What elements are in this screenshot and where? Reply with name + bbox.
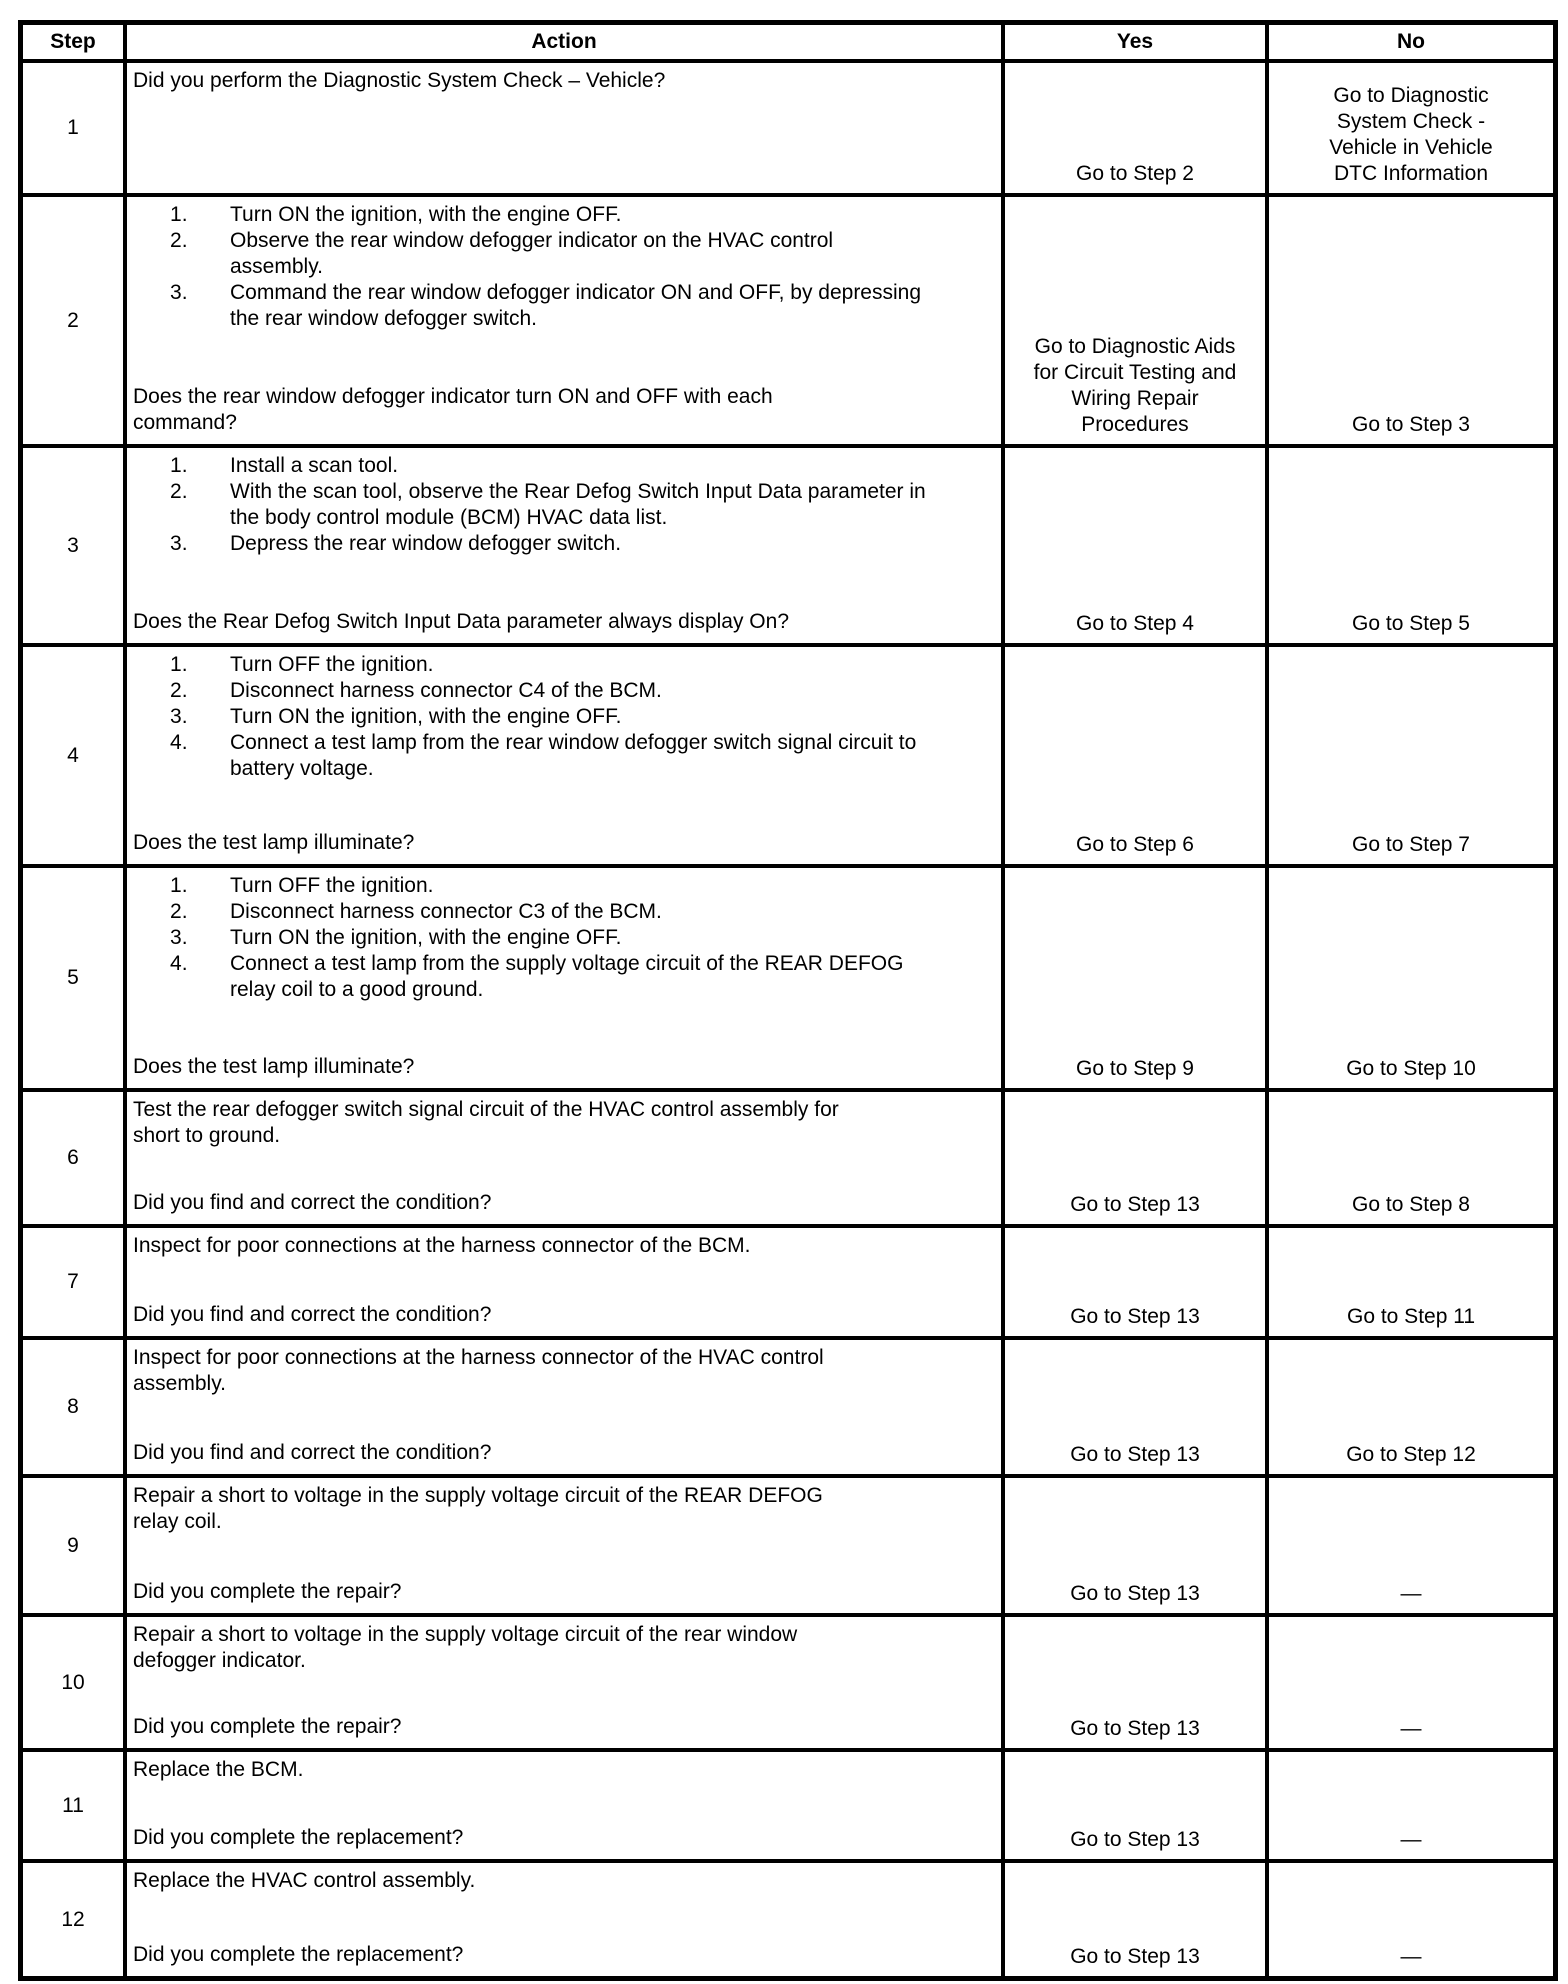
action-cell: [123, 1752, 1001, 1859]
action-content: [133, 68, 993, 94]
action-text: Test the rear defogger switch signal circuit of the HVAC control assembly for short to ground.: [133, 1098, 839, 1147]
action-cell: [123, 1863, 1001, 1976]
step-number: 10: [61, 1670, 85, 1694]
table-row: [23, 1613, 1553, 1748]
action-cell: [123, 868, 1001, 1088]
action-step-item: Depress the rear window defogger switch.: [230, 532, 622, 555]
no-cell: [1265, 1228, 1553, 1336]
action-content: [133, 652, 993, 782]
step-number: 7: [67, 1270, 79, 1293]
yes-result: Go to Diagnostic Aids for Circuit Testing and Wiring Repair Procedures: [1033, 335, 1237, 436]
yes-result: Go to Step 13: [1070, 1582, 1200, 1605]
action-content: [133, 1868, 993, 1894]
action-cell: [123, 63, 1001, 193]
table-row: [23, 864, 1553, 1088]
action-step-item: Turn ON the ignition, with the engine OFF.: [230, 926, 622, 949]
table-row: [23, 1748, 1553, 1859]
yes-result: Go to Step 2: [1076, 162, 1194, 185]
no-result: Go to Step 10: [1346, 1057, 1476, 1080]
action-cell: [123, 197, 1001, 444]
column-header-action: Action: [123, 25, 1001, 59]
no-result: Go to Step 8: [1352, 1193, 1470, 1216]
column-header-no: No: [1265, 25, 1553, 59]
no-result: Go to Step 5: [1352, 612, 1470, 635]
table-row: [23, 1474, 1553, 1613]
no-cell: [1265, 1092, 1553, 1224]
column-header-step: Step: [50, 30, 96, 53]
no-result: —: [1400, 1582, 1422, 1605]
action-content: [133, 1757, 993, 1783]
no-cell: [1265, 1863, 1553, 1976]
action-step-item: Observe the rear window defogger indicator on the HVAC control assembly.: [230, 229, 834, 278]
step-number: 12: [61, 1907, 85, 1931]
yes-cell: [1001, 647, 1265, 864]
action-step-item: Turn OFF the ignition.: [230, 653, 434, 676]
action-content: [133, 453, 993, 557]
action-step-item: Disconnect harness connector C3 of the BCM.: [230, 900, 662, 923]
action-steps-list: [133, 873, 993, 1003]
table-body: [23, 59, 1553, 1976]
step-number: 9: [67, 1533, 79, 1557]
action-step-item: Turn ON the ignition, with the engine OFF.: [230, 203, 622, 226]
no-cell: [1265, 197, 1553, 444]
no-cell: [1265, 1478, 1553, 1613]
table-row: [23, 193, 1553, 444]
no-cell: [1265, 1752, 1553, 1859]
no-cell: [1265, 868, 1553, 1088]
no-result: Go to Step 11: [1346, 1305, 1476, 1328]
no-result: Go to Diagnostic System Check - Vehicle in Vehicle DTC Information: [1329, 84, 1493, 185]
step-number: 6: [67, 1146, 79, 1169]
action-steps-list: [133, 652, 993, 782]
table-row: [23, 1336, 1553, 1474]
action-step-item: With the scan tool, observe the Rear Defog Switch Input Data parameter in the body control module (BCM) HVAC data list.: [230, 480, 926, 529]
no-result: —: [1400, 1945, 1422, 1968]
action-text: Replace the HVAC control assembly.: [133, 1869, 476, 1892]
yes-result: Go to Step 13: [1070, 1828, 1200, 1851]
yes-result: Go to Step 9: [1076, 1057, 1194, 1080]
table-row: [23, 59, 1553, 193]
action-content: [133, 1345, 993, 1397]
yes-cell: [1001, 1228, 1265, 1336]
yes-result: Go to Step 13: [1070, 1193, 1200, 1216]
no-cell: [1265, 63, 1553, 193]
yes-result: Go to Step 6: [1076, 833, 1194, 856]
step-number: 2: [67, 308, 79, 332]
no-result: Go to Step 3: [1352, 413, 1470, 436]
action-content: [133, 1622, 993, 1674]
no-result: —: [1400, 1717, 1422, 1740]
no-cell: [1265, 448, 1553, 643]
yes-cell: [1001, 1340, 1265, 1474]
yes-cell: [1001, 197, 1265, 444]
action-step-item: Connect a test lamp from the supply voltage circuit of the REAR DEFOG relay coil to a good ground.: [230, 952, 904, 1001]
action-content: [133, 1233, 993, 1259]
action-steps-list: [133, 453, 993, 557]
step-number: 11: [62, 1793, 84, 1817]
action-question: Did you find and correct the condition?: [133, 1303, 492, 1326]
yes-cell: [1001, 448, 1265, 643]
yes-result: Go to Step 13: [1070, 1717, 1200, 1740]
action-cell: [123, 448, 1001, 643]
no-result: Go to Step 12: [1346, 1443, 1476, 1466]
action-question: Does the test lamp illuminate?: [133, 831, 415, 854]
yes-cell: [1001, 1863, 1265, 1976]
yes-result: Go to Step 13: [1070, 1945, 1200, 1968]
action-content: [133, 1097, 993, 1149]
table-row: [23, 444, 1553, 643]
action-question: Did you complete the repair?: [133, 1715, 402, 1738]
action-content: [133, 873, 993, 1003]
action-question: Does the test lamp illuminate?: [133, 1055, 415, 1078]
action-step-item: Disconnect harness connector C4 of the BCM.: [230, 679, 662, 702]
action-question: Did you find and correct the condition?: [133, 1441, 492, 1464]
action-question: Did you find and correct the condition?: [133, 1191, 492, 1214]
action-step-item: Connect a test lamp from the rear window defogger switch signal circuit to battery voltage.: [230, 731, 917, 780]
yes-cell: [1001, 1478, 1265, 1613]
step-number: 8: [67, 1395, 79, 1418]
action-content: [133, 202, 993, 332]
action-cell: [123, 1228, 1001, 1336]
no-result: Go to Step 7: [1352, 833, 1470, 856]
action-cell: [123, 1617, 1001, 1748]
action-cell: [123, 1478, 1001, 1613]
no-cell: [1265, 647, 1553, 864]
action-cell: [123, 647, 1001, 864]
action-question: Did you complete the replacement?: [133, 1826, 464, 1849]
action-question: Did you complete the repair?: [133, 1580, 402, 1603]
action-question: Did you complete the replacement?: [133, 1943, 464, 1966]
table-header-row: [23, 25, 1553, 59]
yes-cell: [1001, 868, 1265, 1088]
action-text: Did you perform the Diagnostic System Check – Vehicle?: [133, 69, 666, 92]
column-header-yes: Yes: [1001, 25, 1265, 59]
action-text: Replace the BCM.: [133, 1758, 304, 1781]
table-row: [23, 1859, 1553, 1976]
no-cell: [1265, 1340, 1553, 1474]
yes-cell: [1001, 63, 1265, 193]
action-question: Does the rear window defogger indicator turn ON and OFF with each command?: [133, 385, 773, 434]
action-content: [133, 1483, 993, 1535]
yes-cell: [1001, 1752, 1265, 1859]
action-text: Repair a short to voltage in the supply voltage circuit of the rear window defogger indicator.: [133, 1623, 798, 1672]
action-text: Repair a short to voltage in the supply voltage circuit of the REAR DEFOG relay coil.: [133, 1484, 823, 1533]
table-row: [23, 643, 1553, 864]
no-result: —: [1400, 1828, 1422, 1851]
yes-result: Go to Step 13: [1070, 1305, 1200, 1328]
table-row: [23, 1088, 1553, 1224]
action-steps-list: [133, 202, 993, 332]
action-step-item: Command the rear window defogger indicator ON and OFF, by depressing the rear window defogger switch.: [230, 281, 922, 330]
action-cell: [123, 1340, 1001, 1474]
diagnostic-table: [18, 20, 1558, 1981]
no-cell: [1265, 1617, 1553, 1748]
yes-cell: [1001, 1092, 1265, 1224]
action-question: Does the Rear Defog Switch Input Data parameter always display On?: [133, 610, 789, 633]
action-step-item: Turn OFF the ignition.: [230, 874, 434, 897]
action-cell: [123, 1092, 1001, 1224]
action-text: Inspect for poor connections at the harness connector of the BCM.: [133, 1234, 751, 1257]
action-text: Inspect for poor connections at the harness connector of the HVAC control assembly.: [133, 1346, 824, 1395]
yes-result: Go to Step 13: [1070, 1443, 1200, 1466]
table-row: [23, 1224, 1553, 1336]
action-step-item: Install a scan tool.: [230, 454, 399, 477]
step-number: 4: [67, 743, 79, 767]
action-step-item: Turn ON the ignition, with the engine OFF.: [230, 705, 622, 728]
step-number: 3: [67, 533, 79, 557]
step-number: 5: [67, 966, 79, 989]
step-number: 1: [67, 116, 79, 139]
yes-result: Go to Step 4: [1076, 612, 1194, 635]
yes-cell: [1001, 1617, 1265, 1748]
